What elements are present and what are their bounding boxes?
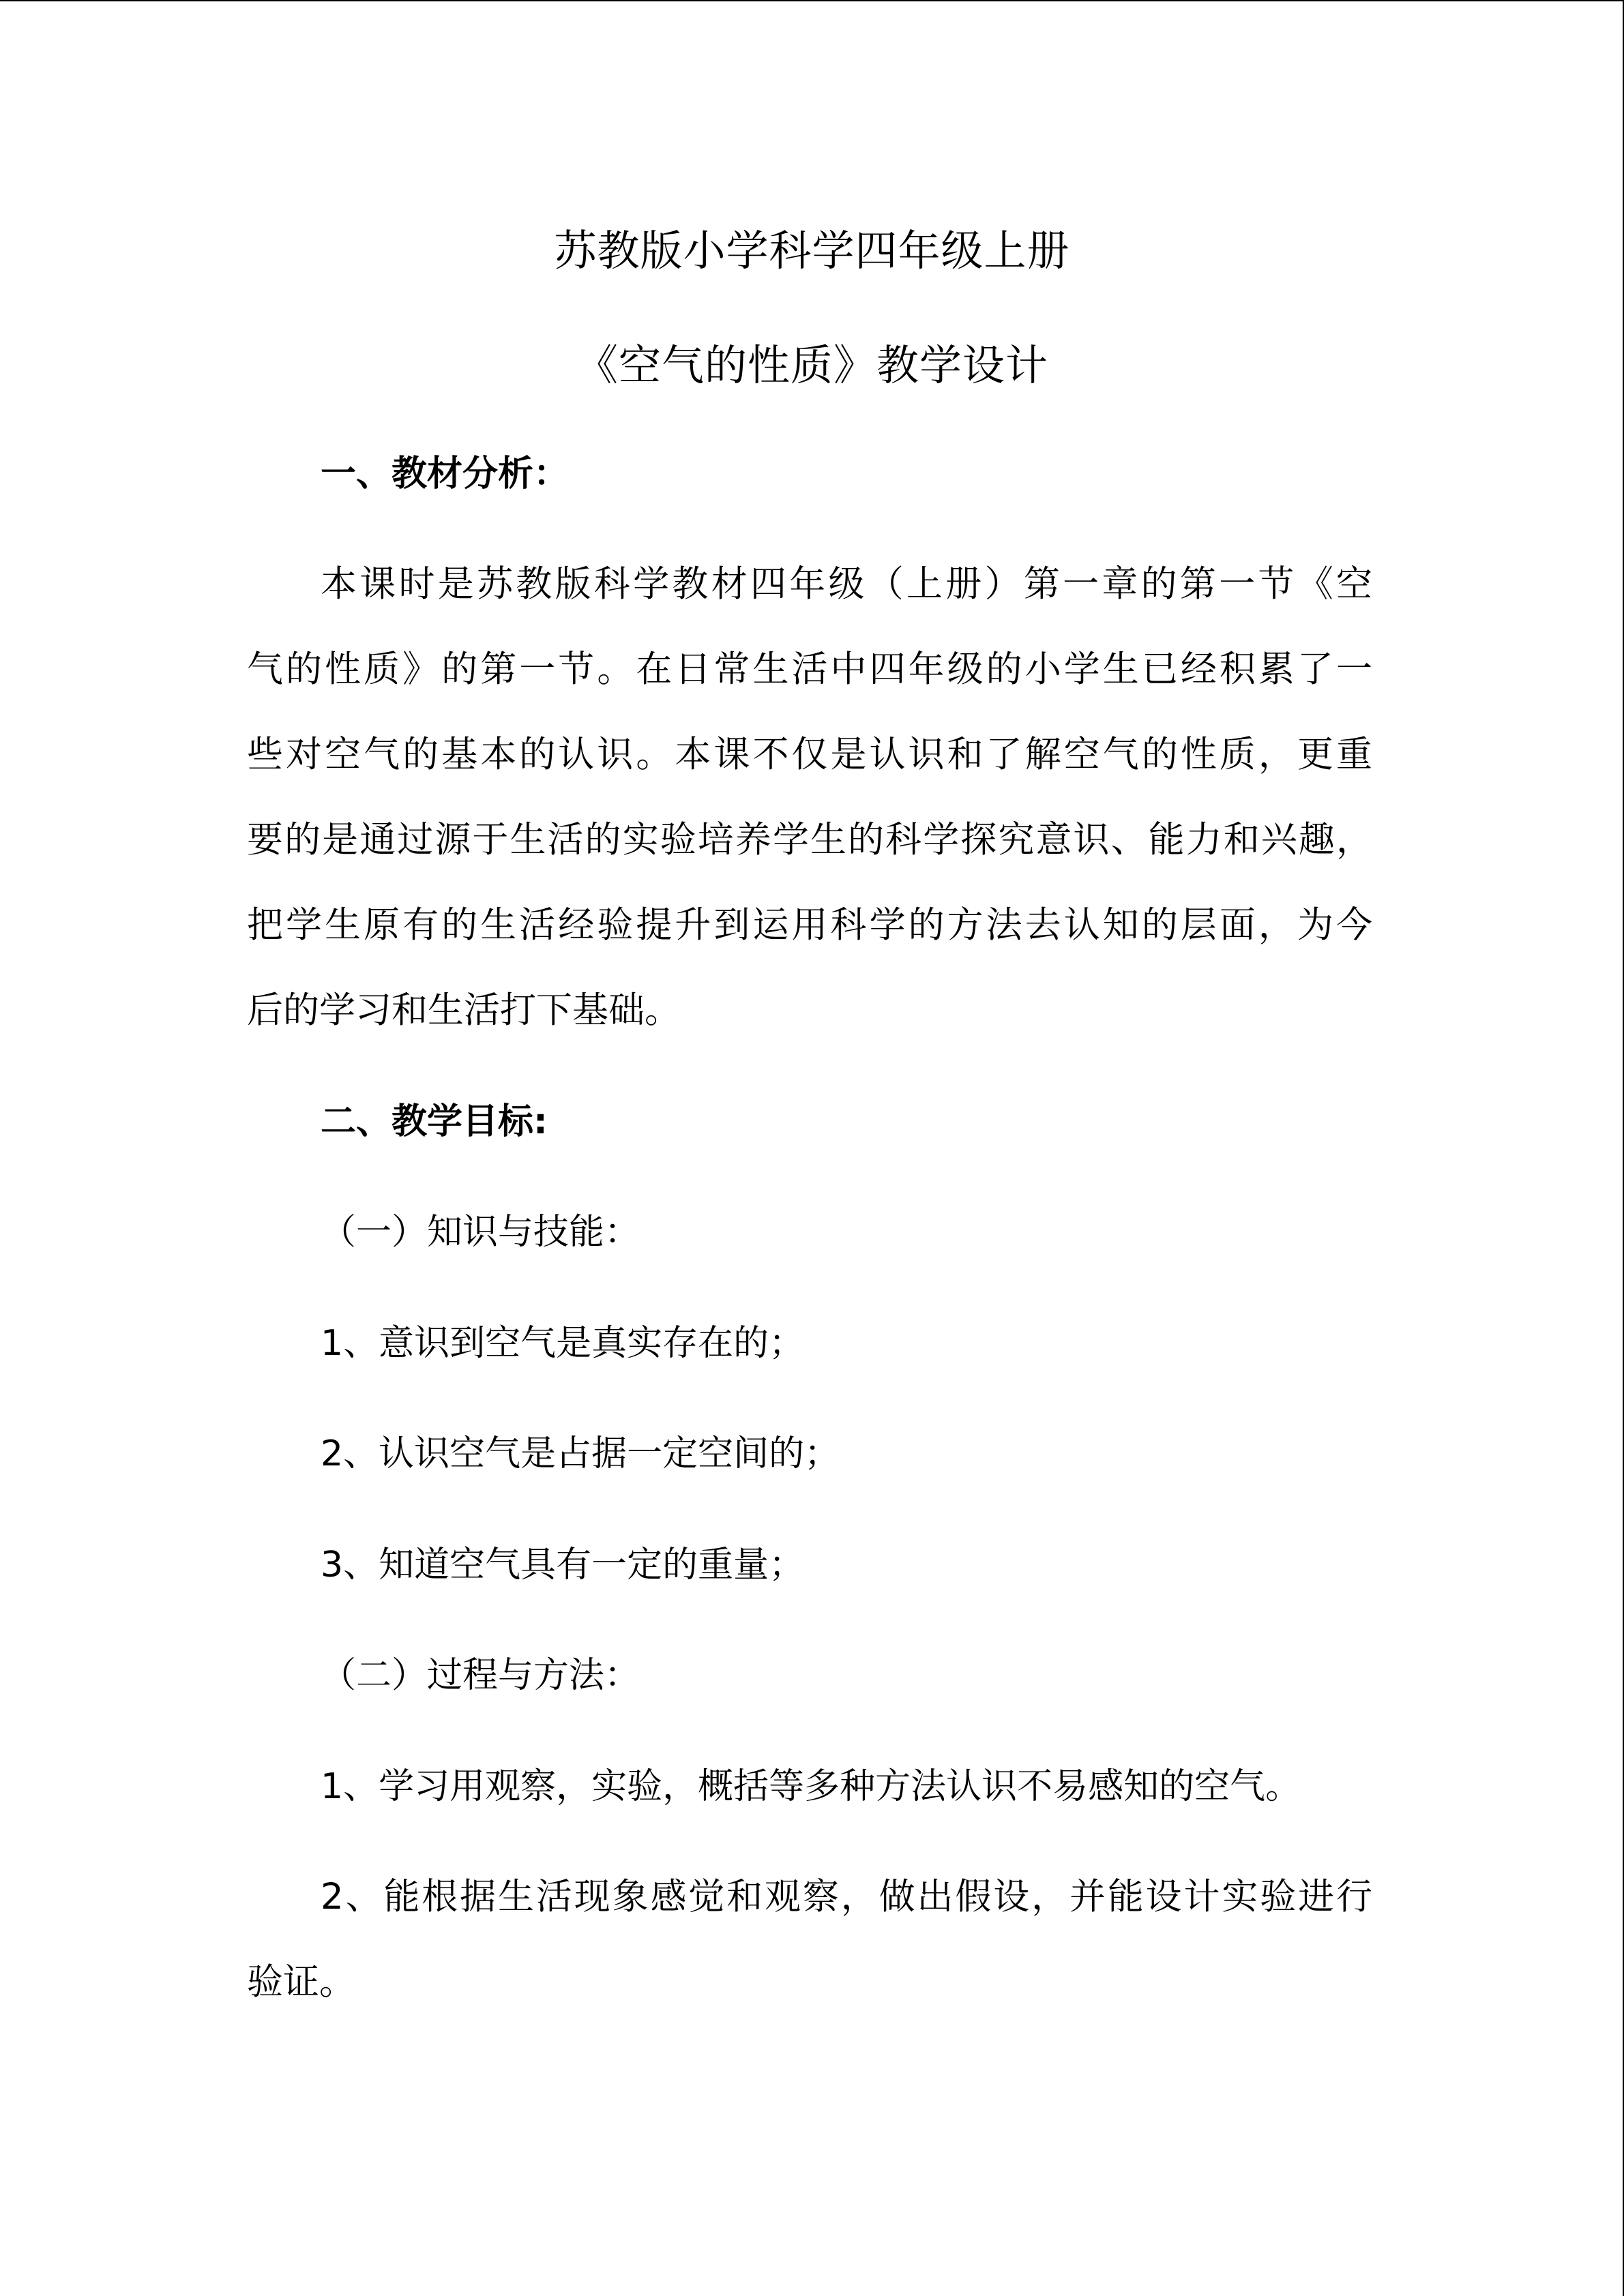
list-item: 3、知道空气具有一定的重量； [321,1545,805,1585]
paragraph-line: 气的性质》的第一节。在日常生活中四年级的小学生已经积累了一 [247,648,1372,690]
list-item: 2、能根据生活现象感觉和观察，做出假设，并能设计实验进行 [321,1876,1372,1918]
paragraph-line: 要的是通过源于生活的实验培养学生的科学探究意识、能力和兴趣， [247,819,1372,861]
paragraph-line: 后的学习和生活打下基础。 [247,989,681,1031]
list-item-continuation: 验证。 [247,1961,355,2003]
section-heading-teaching-goals: 二、教学目标: [321,1101,548,1142]
document-title-line-1: 苏教版小学科学四年级上册 [554,226,1070,275]
section-heading-textbook-analysis: 一、教材分析： [321,453,570,494]
list-item: 2、认识空气是占据一定空间的； [321,1433,840,1474]
paragraph-line: 些对空气的基本的认识。本课不仅是认识和了解空气的性质，更重 [247,734,1372,775]
list-item: 1、意识到空气是真实存在的； [321,1323,805,1364]
subsection-heading-process-methods: （二）过程与方法： [321,1655,640,1696]
paragraph-line: 本课时是苏教版科学教材四年级（上册）第一章的第一节《空 [321,563,1372,605]
subsection-heading-knowledge-skills: （一）知识与技能： [321,1212,640,1253]
list-item: 1、学习用观察，实验，概括等多种方法认识不易感知的空气。 [321,1766,1301,1807]
document-title-line-2: 《空气的性质》教学设计 [575,340,1048,390]
paragraph-line: 把学生原有的生活经验提升到运用科学的方法去认知的层面，为今 [247,904,1372,946]
